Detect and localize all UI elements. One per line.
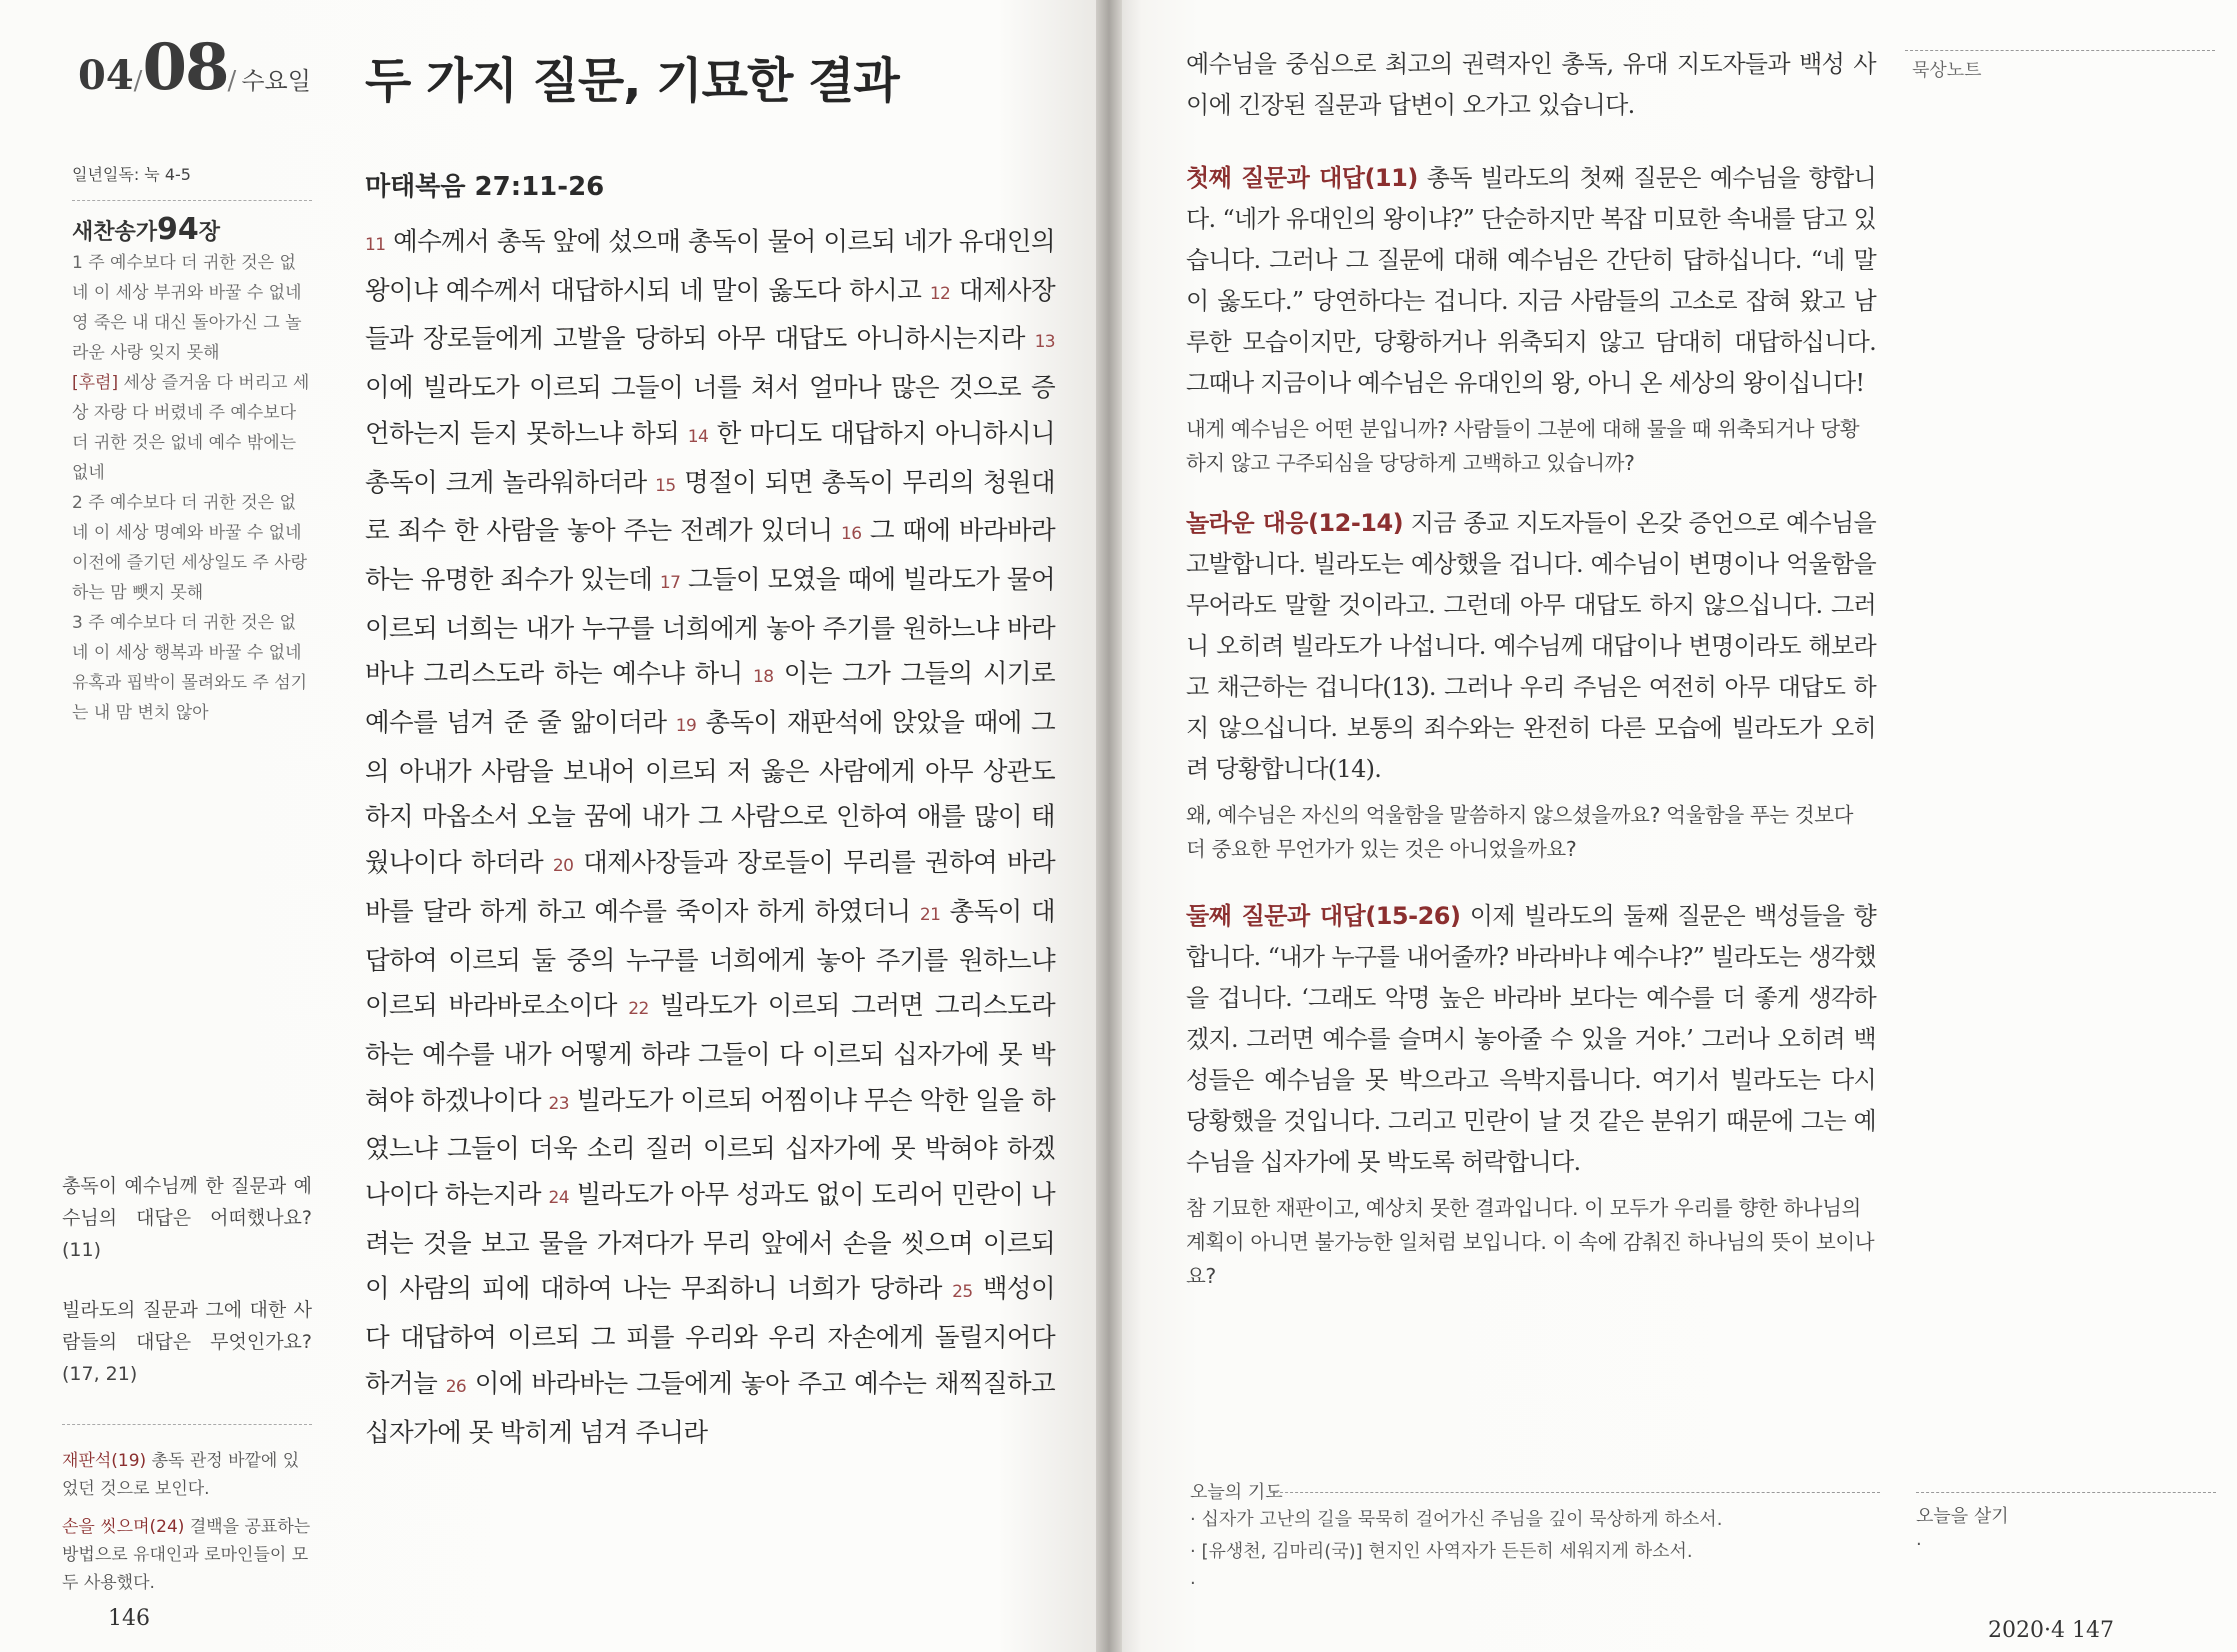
- section-body: 놀라운 대응(12-14) 지금 종교 지도자들이 온갖 증언으로 예수님을 고발합니다. 빌라도는 예상했을 겁니다. 예수님이 변명이나 억울함을 무어라도 말할 것이라고. 그런데 아무 대답도 하지 않으십니다. 그러니 오히려 빌라도가 나섭니다. 예수님께 대답이나 변명이라도 해보라고 채근하는 겁니다(13). 그러나 우리 주님은 여전히 아무 대답도 하지 않으십니다. 보통의 죄수와는 완전히 다른 모습에 빌라도가 오히려 당황합니다(14).: [1186, 509, 1876, 783]
- hymn-verse: 2 주 예수보다 더 귀한 것은 없네 이 세상 명예와 바꿀 수 없네 이전에 즐기던 세상일도 주 사랑하는 맘 뺏지 못해: [72, 493, 308, 603]
- commentary-section: [1186, 158, 1876, 480]
- section-body: 둘째 질문과 대답(15-26) 이제 빌라도의 둘째 질문은 백성들을 향합니다. “내가 누구를 내어줄까? 바라바냐 예수냐?” 빌라도는 생각했을 겁니다. ‘그래도 악명 높은 바라바 보다는 예수를 더 좋게 생각하겠지. 그러면 예수를 슬며시 놓아줄 수 있을 거야.’ 그러나 오히려 백성들은 예수님을 못 박으라고 윽박지릅니다. 여기서 빌라도는 다시 당황했을 것입니다. 그리고 민란이 날 것 같은 분위기 때문에 그는 예수님을 십자가에 못 박도록 허락합니다.: [1186, 902, 1876, 1176]
- prayer-title: 오늘의 기도: [1190, 1482, 1283, 1503]
- section-heading: 첫째 질문과 대답(11): [1186, 164, 1418, 192]
- verse-text: 이에 빌라도가 이르되 그들이 너를 쳐서 얼마나 많은 것으로 증언하는지 듣지 못하느냐 하되: [365, 373, 1055, 449]
- reflection-question: 참 기묘한 재판이고, 예상치 못한 결과입니다. 이 모두가 우리를 향한 하나님의 계획이 아니면 불가능한 일처럼 보입니다. 이 속에 감춰진 하나님의 뜻이 보이나요?: [1186, 1196, 1875, 1288]
- hymn-lyrics: [72, 248, 312, 728]
- top-rule: [1905, 50, 2215, 51]
- verse-number: 13: [1034, 332, 1055, 353]
- study-question: 총독이 예수님께 한 질문과 예수님의 대답은 어떠했나요? (11): [62, 1175, 312, 1261]
- verse-number: 22: [628, 999, 649, 1020]
- prayer-item: · [유생천, 김마리(국)] 현지인 사역자가 든든히 세워지게 하소서.: [1190, 1541, 1693, 1562]
- word-notes: [62, 1424, 312, 1607]
- hymn-heading: 새찬송가94장: [72, 212, 221, 247]
- page-number: 147: [2071, 1618, 2114, 1643]
- passage-reference: 마태복음 27:11-26: [365, 172, 605, 202]
- verse-number: 12: [929, 283, 951, 304]
- verse-number: 26: [445, 1376, 467, 1397]
- verse-text: 그들이 모였을 때에 빌라도가 물어 이르되 너희는 내가 누구를 너희에게 놓아 주기를 원하느냐 바라바냐 그리스도라 하는 예수냐 하니: [365, 564, 1056, 690]
- hymn-chorus: [후렴] 세상 즐거움 다 버리고 세상 자랑 다 버렸네 주 예수보다 더 귀한 것은 없네 예수 밖에는 없네: [72, 373, 310, 483]
- verse-text: 빌라도가 이르되 어찜이냐 무슨 악한 일을 하였느냐 그들이 더욱 소리 질러 이르되 십자가에 못 박혀야 하겠나이다 하는지라: [365, 1085, 1055, 1211]
- word-note: 손을 씻으며(24) 결백을 공표하는 방법으로 유대인과 로마인들이 모두 사용했다.: [62, 1517, 311, 1593]
- verse-text: 한 마디도 대답하지 아니하시니 총독이 크게 놀라워하더라: [365, 418, 1055, 498]
- verse-text: 이는 그가 그들의 시기로 예수를 넘겨 준 줄 앎이더라: [365, 659, 1055, 739]
- scripture-text: [365, 220, 1055, 1456]
- section-heading: 놀라운 대응(12-14): [1186, 509, 1404, 537]
- annual-reading: 일년일독: 눅 4-5: [72, 160, 312, 201]
- verse-number: 25: [952, 1282, 973, 1303]
- page-title: 두 가지 질문, 기묘한 결과: [365, 53, 899, 109]
- verse-number: 23: [548, 1093, 569, 1114]
- verse-text: 총독이 대답하여 이르되 둘 중의 누구를 너희에게 놓아 주기를 원하느냐 이르되 바라바로소이다: [365, 896, 1055, 1022]
- prayer-item: · 십자가 고난의 길을 묵묵히 걸어가신 주님을 깊이 묵상하게 하소서.: [1190, 1509, 1723, 1530]
- sidebar: [72, 160, 312, 728]
- living-title: 오늘을 살기: [1916, 1506, 2009, 1527]
- verse-text: 빌라도가 아무 성과도 없이 도리어 민란이 나려는 것을 보고 물을 가져다가 무리 앞에서 손을 씻으며 이르되 이 사람의 피에 대하여 나는 무죄하니 너희가 당하라: [365, 1180, 1055, 1305]
- page-number-right: [1988, 1618, 2114, 1643]
- meditation-note-label: 묵상노트: [1912, 60, 1982, 81]
- page-number-left: 146: [108, 1606, 150, 1631]
- verse-text: 예수께서 총독 앞에 섰으매 총독이 물어 이르되 네가 유대인의 왕이냐 예수께서 대답하시되 네 말이 옳도다 하시고: [365, 227, 1055, 306]
- verse-text: 명절이 되면 총독이 무리의 청원대로 죄수 한 사람을 놓아 주는 전례가 있더니: [365, 467, 1055, 547]
- living-rule: [1916, 1492, 2216, 1493]
- commentary-section: [1186, 503, 1876, 866]
- prayer-box: [1190, 1478, 1880, 1600]
- section-body: 첫째 질문과 대답(11) 총독 빌라도의 첫째 질문은 예수님을 향합니다. “네가 유대인의 왕이냐?” 단순하지만 복잡 미묘한 속내를 담고 있습니다. 그러나 그 질문에 대해 예수님은 간단히 답하십니다. “네 말이 옳도다.” 당연하다는 겁니다. 지금 사람들의 고소로 잡혀 왔고 남루한 모습이지만, 당황하거나 위축되지 않고 담대히 대답하십니다. 그때나 지금이나 예수님은 유대인의 왕, 아니 온 세상의 왕이십니다!: [1186, 164, 1876, 397]
- hymn-number: 94: [157, 212, 199, 247]
- verse-number: 21: [919, 904, 941, 925]
- hymn-verse: 3 주 예수보다 더 귀한 것은 없네 이 세상 행복과 바꿀 수 없네 유혹과 핍박이 몰려와도 주 섬기는 내 맘 변치 않아: [72, 613, 308, 723]
- date-header: 04/08/ 수요일: [78, 30, 311, 105]
- verse-number: 17: [659, 572, 681, 593]
- section-heading: 둘째 질문과 대답(15-26): [1186, 902, 1461, 930]
- commentary-intro: 예수님을 중심으로 최고의 권력자인 총독, 유대 지도자들과 백성 사이에 긴장된 질문과 답변이 오가고 있습니다.: [1186, 50, 1876, 119]
- verse-text: 백성이 다 대답하여 이르되 그 피를 우리와 우리 자손에게 돌릴지어다 하거늘: [365, 1274, 1055, 1399]
- verse-text: 그 때에 바라바라 하는 유명한 죄수가 있는데: [365, 516, 1056, 595]
- book-spine: [1096, 0, 1122, 1652]
- verse-number: 20: [552, 856, 574, 877]
- commentary-section: [1186, 896, 1876, 1293]
- verse-number: 24: [548, 1188, 569, 1209]
- date-weekday: 수요일: [241, 67, 311, 95]
- word-note: 재판석(19) 총독 관정 바깥에 있었던 것으로 보인다.: [62, 1451, 300, 1499]
- verse-text: 이에 바라바는 그들에게 놓아 주고 예수는 채찍질하고 십자가에 못 박히게 넘겨 주니라: [365, 1368, 1055, 1448]
- hymn-verse: 1 주 예수보다 더 귀한 것은 없네 이 세상 부귀와 바꿀 수 없네 영 죽은 내 대신 돌아가신 그 놀라운 사랑 잊지 못해: [72, 253, 302, 363]
- verse-number: 19: [675, 716, 697, 737]
- date-day: 08: [142, 30, 228, 105]
- reflection-question: 내게 예수님은 어떤 분입니까? 사람들이 그분에 대해 물을 때 위축되거나 당황하지 않고 구주되심을 당당하게 고백하고 있습니까?: [1186, 417, 1860, 475]
- prayer-item: ·: [1190, 1573, 1196, 1594]
- verse-number: 15: [655, 475, 676, 496]
- verse-number: 16: [841, 524, 862, 545]
- verse-number: 14: [687, 426, 709, 447]
- reflection-question: 왜, 예수님은 자신의 억울함을 말씀하지 않으셨을까요? 억울함을 푸는 것보다 더 중요한 무언가가 있는 것은 아니었을까요?: [1186, 803, 1854, 861]
- verse-text: 총독이 재판석에 앉았을 때에 그의 아내가 사람을 보내어 이르되 저 옳은 사람에게 아무 상관도 하지 마옵소서 오늘 꿈에 내가 그 사람으로 인하여 애를 많이 태웠나이다 하더라: [365, 708, 1055, 879]
- year-month: 2020·4: [1988, 1618, 2065, 1643]
- sidebar-questions: [62, 1170, 312, 1418]
- verse-number: 11: [365, 235, 386, 255]
- verse-text: 대제사장들과 장로들이 무리를 권하여 바라바를 달라 하게 하고 예수를 죽이자 하게 하였더니: [365, 848, 1055, 927]
- verse-text: 대제사장들과 장로들에게 고발을 당하되 아무 대답도 아니하시는지라: [365, 275, 1055, 355]
- study-question: 빌라도의 질문과 그에 대한 사람들의 대답은 무엇인가요? (17, 21): [62, 1299, 312, 1385]
- date-month: 04: [78, 52, 134, 99]
- verse-text: 빌라도가 이르되 그러면 그리스도라 하는 예수를 내가 어떻게 하랴 그들이 다 이르되 십자가에 못 박혀야 하겠나이다: [365, 991, 1055, 1116]
- verse-number: 18: [753, 667, 774, 688]
- living-box: [1916, 1502, 2216, 1555]
- living-item: ·: [1916, 1534, 1922, 1555]
